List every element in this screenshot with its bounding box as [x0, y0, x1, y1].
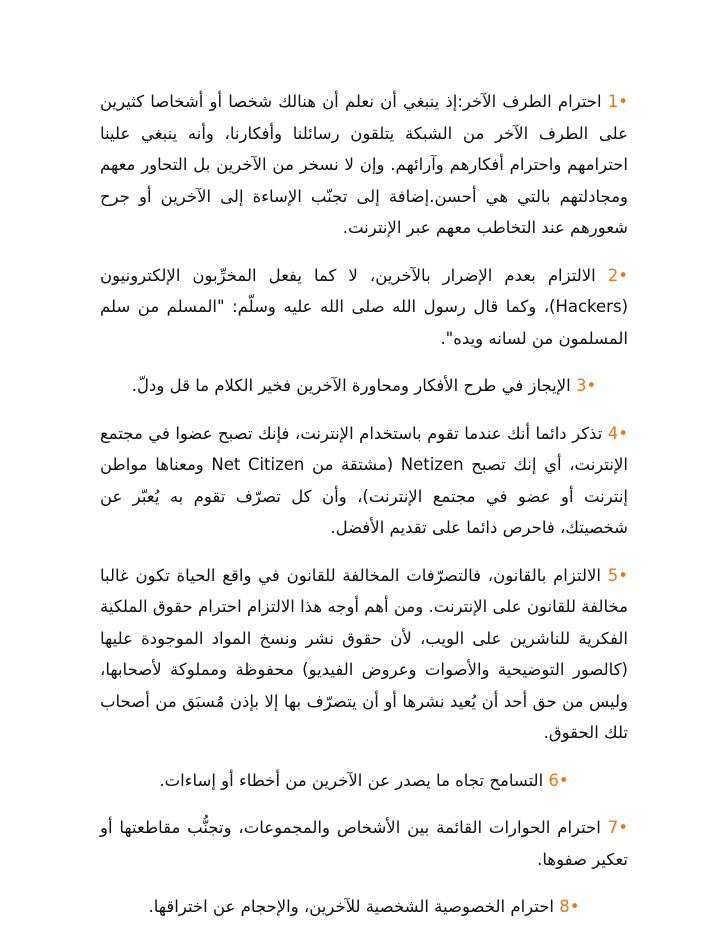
- rule-text: الإيجاز في طرح الأفكار ومحاورة الآخرين فخير الكلام ما قل ودلّ.: [131, 376, 571, 395]
- rule-number: •3: [575, 376, 597, 395]
- rule-paragraph-4: [100, 418, 628, 544]
- rule-text: الالتزام بالقانون، فالتصرّفات المخالفة للقانون في واقع الحياة تكون غالبا مخالفة للقانون على الإنترنت. ومن أهم أوجه هذا الالتزام احترام حقوق الملكية الفكرية للناشرين على الويب، لأن حقوق نشر ونسخ المواد الموجودة عليها (كالصور التوضيحية والأصوات وعروض الفيديو) محفوظة ومملوكة لأصحابها، وليس من حق أحد أن يُعيد نشرها أو أن يتصرّف بها إلا بإذن مُسبَق من أصحاب تلك الحقوق.: [100, 565, 628, 742]
- rule-text: احترام الخصوصية الشخصية للآخرين، والإحجام عن اختراقها.: [148, 897, 555, 916]
- rule-number: •1: [607, 92, 629, 111]
- rule-paragraph-3: [100, 370, 628, 402]
- rule-paragraph-2: [100, 260, 628, 355]
- rule-number: •5: [607, 565, 628, 585]
- rule-number: •7: [607, 818, 628, 837]
- rule-paragraph-6: [100, 765, 628, 797]
- rule-text: تذكر دائما أنك عندما تقوم باستخدام الإنترنت، فإنك تصبح عضوا في مجتمع الإنترنت، أي إنك تصبح Netizen (مشتقة من Net Citizen ومعناها مواطن إنترنت أو عضو في مجتمع الإنترنت)، وأن كل تصرّف تقوم به يُعبّر عن شخصيتك، فاحرص دائما على تقديم الأفضل.: [100, 423, 628, 537]
- rule-text: احترام الطرف الآخر:إذ ينبغي أن نعلم أن هنالك شخصا أو أشخاصا كثيرين على الطرف الآخر من الشبكة يتلقون رسائلنا وأفكارنا، وأنه ينبغي علينا احترامهم واحترام أفكارهم وآرائهم. وإن لا نسخر من الآخرين بل التحاور معهم ومجادلتهم بالتي هي أحسن.إضافة إلى تجنّب الإساءة إلى الآخرين أو جرح شعورهم عند التخاطب معهم عبر الإنترنت.: [100, 92, 628, 237]
- rule-paragraph-8: [100, 891, 628, 923]
- rule-paragraph-1: [100, 86, 628, 244]
- rule-text: احترام الحوارات القائمة بين الأشخاص والمجموعات، وتجنُّب مقاطعتها أو تعكير صفوها.: [100, 818, 628, 869]
- rule-number: •6: [548, 770, 569, 790]
- rule-text: الالتزام بعدم الإضرار بالآخرين، لا كما يفعل المخرِّبون الإلكترونيون (Hackers)، وكما قال رسول الله صلى الله عليه وسلّم: "المسلم من سلم المسلمون من لسانه ويده".: [100, 265, 628, 348]
- rule-paragraph-5: [100, 560, 628, 749]
- rule-paragraph-7: [100, 812, 628, 875]
- rule-text: التسامح تجاه ما يصدر عن الآخرين من أخطاء أو إساءات.: [159, 770, 544, 790]
- rule-number: •4: [607, 423, 628, 443]
- rule-number: •2: [607, 265, 629, 285]
- rule-number: •8: [559, 897, 580, 916]
